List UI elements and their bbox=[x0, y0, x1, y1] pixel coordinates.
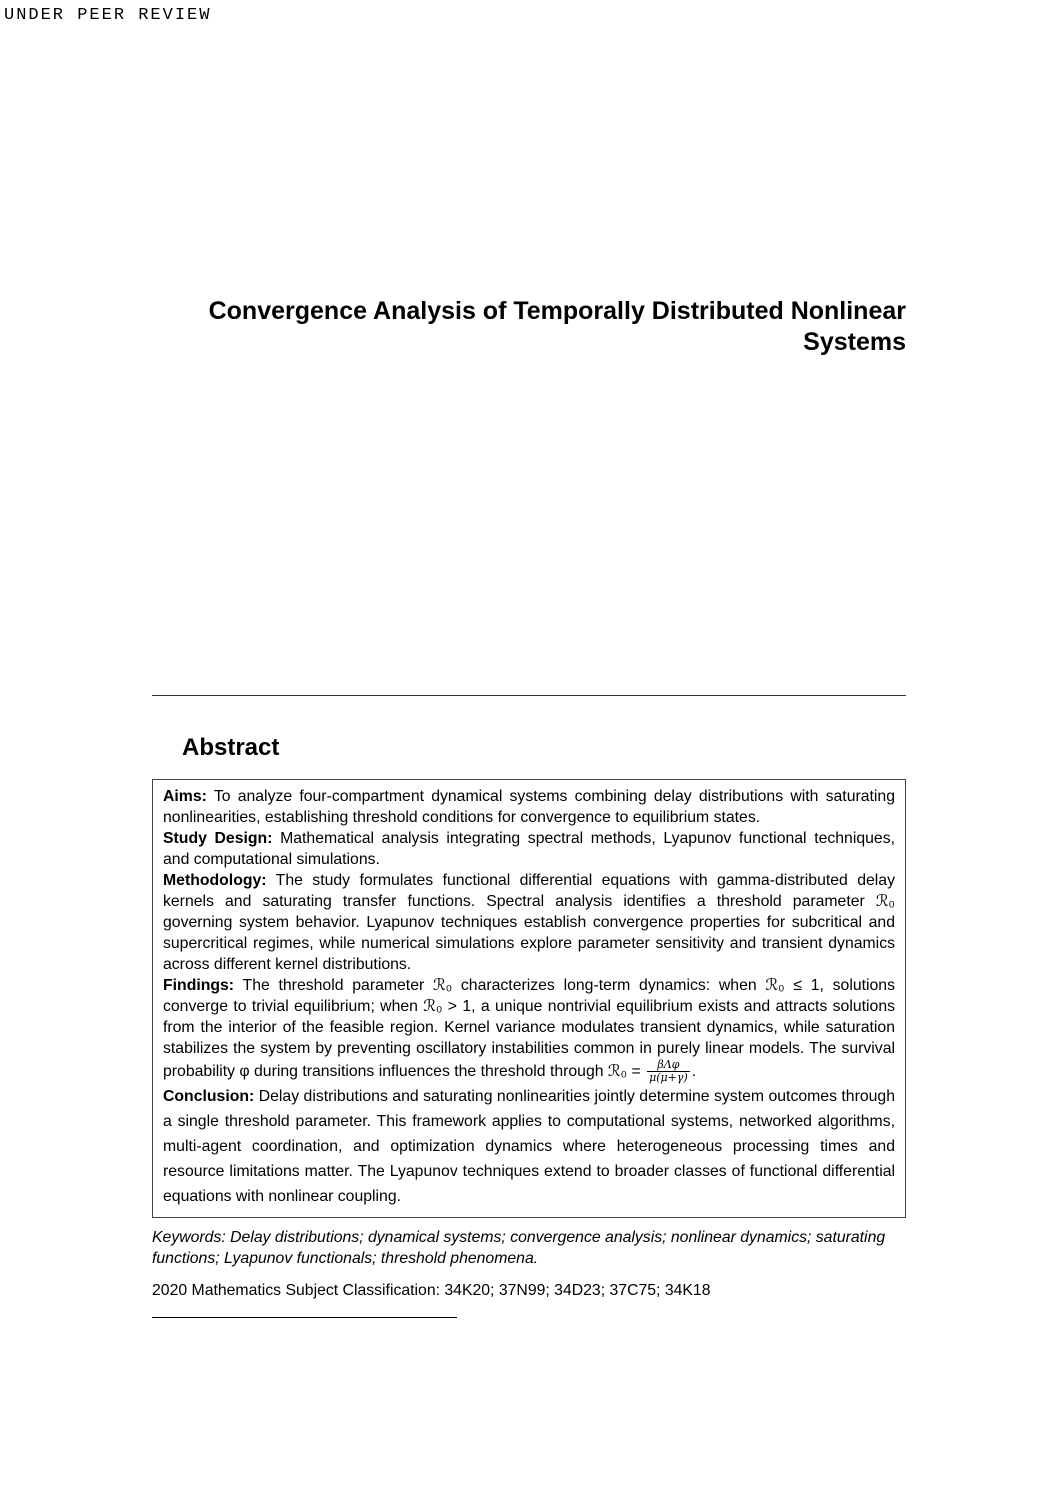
under-peer-review-banner: UNDER PEER REVIEW bbox=[4, 6, 212, 25]
paper-title bbox=[152, 0, 906, 358]
abstract-heading: Abstract bbox=[182, 734, 280, 761]
msc-line: 2020 Mathematics Subject Classification: 34K20; 37N99; 34D23; 37C75; 34K18 bbox=[152, 1282, 711, 1300]
paper-title-line2: Systems bbox=[803, 328, 906, 356]
abstract-methodology bbox=[163, 870, 895, 975]
aims-text: To analyze four-compartment dynamical systems combining delay distributions with saturating nonlinearities, establishing threshold conditions for convergence to equilibrium states. bbox=[163, 788, 895, 826]
threshold-fraction bbox=[647, 1059, 690, 1084]
conclusion-label: Conclusion: bbox=[163, 1088, 255, 1106]
paper-title-line1: Convergence Analysis of Temporally Distributed Nonlinear bbox=[208, 297, 906, 325]
keywords-text: Delay distributions; dynamical systems; convergence analysis; nonlinear dynamics; saturating functions; Lyapunov functionals; threshold phenomena. bbox=[152, 1229, 886, 1268]
abstract-findings bbox=[163, 975, 895, 1084]
fraction-denominator: μ(μ+γ) bbox=[649, 1071, 688, 1085]
aims-label: Aims: bbox=[163, 788, 207, 805]
abstract-box bbox=[152, 779, 906, 1218]
conclusion-text: Delay distributions and saturating nonlinearities jointly determine system outcomes through a single threshold parameter. This framework applies to computational systems, networked algorithms, multi-agent coordination, and optimization dynamics where heterogeneous processing times and resource limitations matter. The Lyapunov techniques extend to broader classes of functional differential equations with nonlinear coupling. bbox=[163, 1088, 895, 1206]
abstract-conclusion bbox=[163, 1084, 895, 1209]
findings-text-after-fraction: . bbox=[691, 1062, 697, 1080]
methodology-label: Methodology: bbox=[163, 872, 267, 889]
findings-label: Findings: bbox=[163, 977, 235, 994]
title-separator-rule bbox=[152, 695, 906, 696]
study-design-label: Study Design: bbox=[163, 830, 273, 847]
abstract-aims bbox=[163, 786, 895, 828]
keywords-line bbox=[152, 1227, 906, 1269]
abstract-study-design bbox=[163, 828, 895, 870]
study-design-text: Mathematical analysis integrating spectral methods, Lyapunov functional techniques, and computational simulations. bbox=[163, 830, 895, 868]
keywords-label: Keywords: bbox=[152, 1229, 226, 1247]
findings-text: The threshold parameter ℛ₀ characterizes long-term dynamics: when ℛ₀ ≤ 1, solutions converge to trivial equilibrium; when ℛ₀ > 1, a unique nontrivial equilibrium exists and attracts solutions from the interior of the feasible region. Kernel variance modulates transient dynamics, while saturation stabilizes the system by preventing oscillatory instabilities common in purely linear models. The survival probability φ during transitions influences the threshold through ℛ₀ = bbox=[163, 977, 895, 1080]
methodology-text: The study formulates functional differential equations with gamma-distributed delay kernels and saturating transfer functions. Spectral analysis identifies a threshold parameter ℛ₀ governing system behavior. Lyapunov techniques establish convergence properties for subcritical and supercritical regimes, while numerical simulations explore parameter sensitivity and transient dynamics across different kernel distributions. bbox=[163, 872, 895, 973]
fraction-numerator: βΛφ bbox=[647, 1059, 690, 1072]
footnote-rule bbox=[152, 1317, 457, 1318]
